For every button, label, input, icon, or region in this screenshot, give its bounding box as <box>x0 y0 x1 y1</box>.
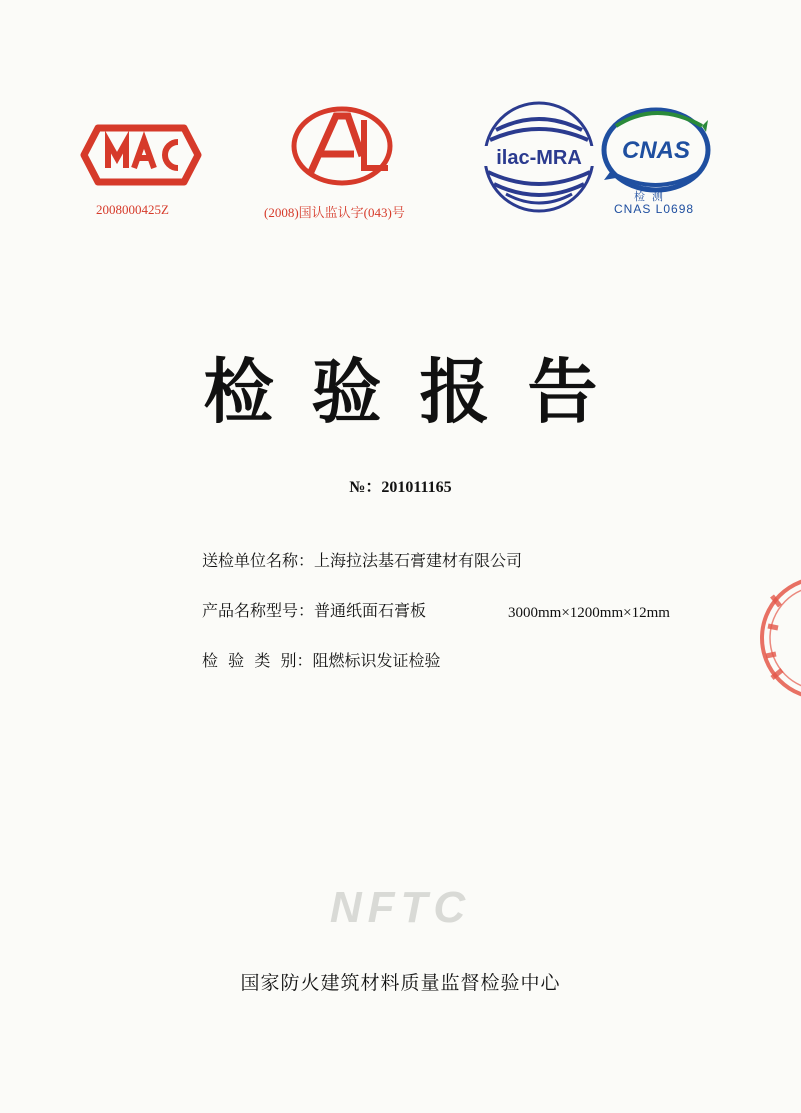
seal-stamp-icon <box>758 566 801 710</box>
cal-logo <box>288 104 396 188</box>
cnas-code: CNAS L0698 <box>614 202 695 216</box>
nftc-watermark: NFTC <box>329 883 472 932</box>
cnas-logo-text: CNAS <box>621 137 691 164</box>
field-submitter <box>202 548 522 571</box>
cal-logo-icon <box>288 104 396 188</box>
report-title: 检验报告 <box>203 351 636 433</box>
cal-code: (2008)国认监认字(043)号 <box>264 205 405 220</box>
report-number <box>0 474 801 497</box>
field-submitter-value: 上海拉法基石膏建材有限公司 <box>314 551 523 570</box>
field-product <box>202 598 426 621</box>
field-product-spec: 3000mm×1200mm×12mm <box>508 605 670 621</box>
cma-logo-icon <box>80 124 202 186</box>
field-product-value: 普通纸面石膏板 <box>314 601 427 620</box>
report-number-label: №： <box>349 479 382 496</box>
ilac-mra-logo <box>482 100 596 214</box>
ilac-logo-text: ilac-MRA <box>496 147 582 169</box>
field-product-label: 产品名称型号： <box>202 601 315 620</box>
cma-code: 2008000425Z <box>96 202 169 217</box>
field-test-type <box>202 648 441 671</box>
field-test-type-label: 检 验 类 别： <box>202 651 313 670</box>
field-submitter-label: 送检单位名称： <box>202 551 315 570</box>
official-seal <box>758 566 801 710</box>
issuer-name: 国家防火建筑材料质量监督检验中心 <box>240 972 561 994</box>
report-number-value: 201011165 <box>381 479 452 496</box>
cnas-sub-label: 检 测 <box>634 190 663 203</box>
cma-logo <box>80 124 202 186</box>
ilac-globe-icon <box>482 100 596 214</box>
field-test-type-value: 阻燃标识发证检验 <box>312 651 441 670</box>
